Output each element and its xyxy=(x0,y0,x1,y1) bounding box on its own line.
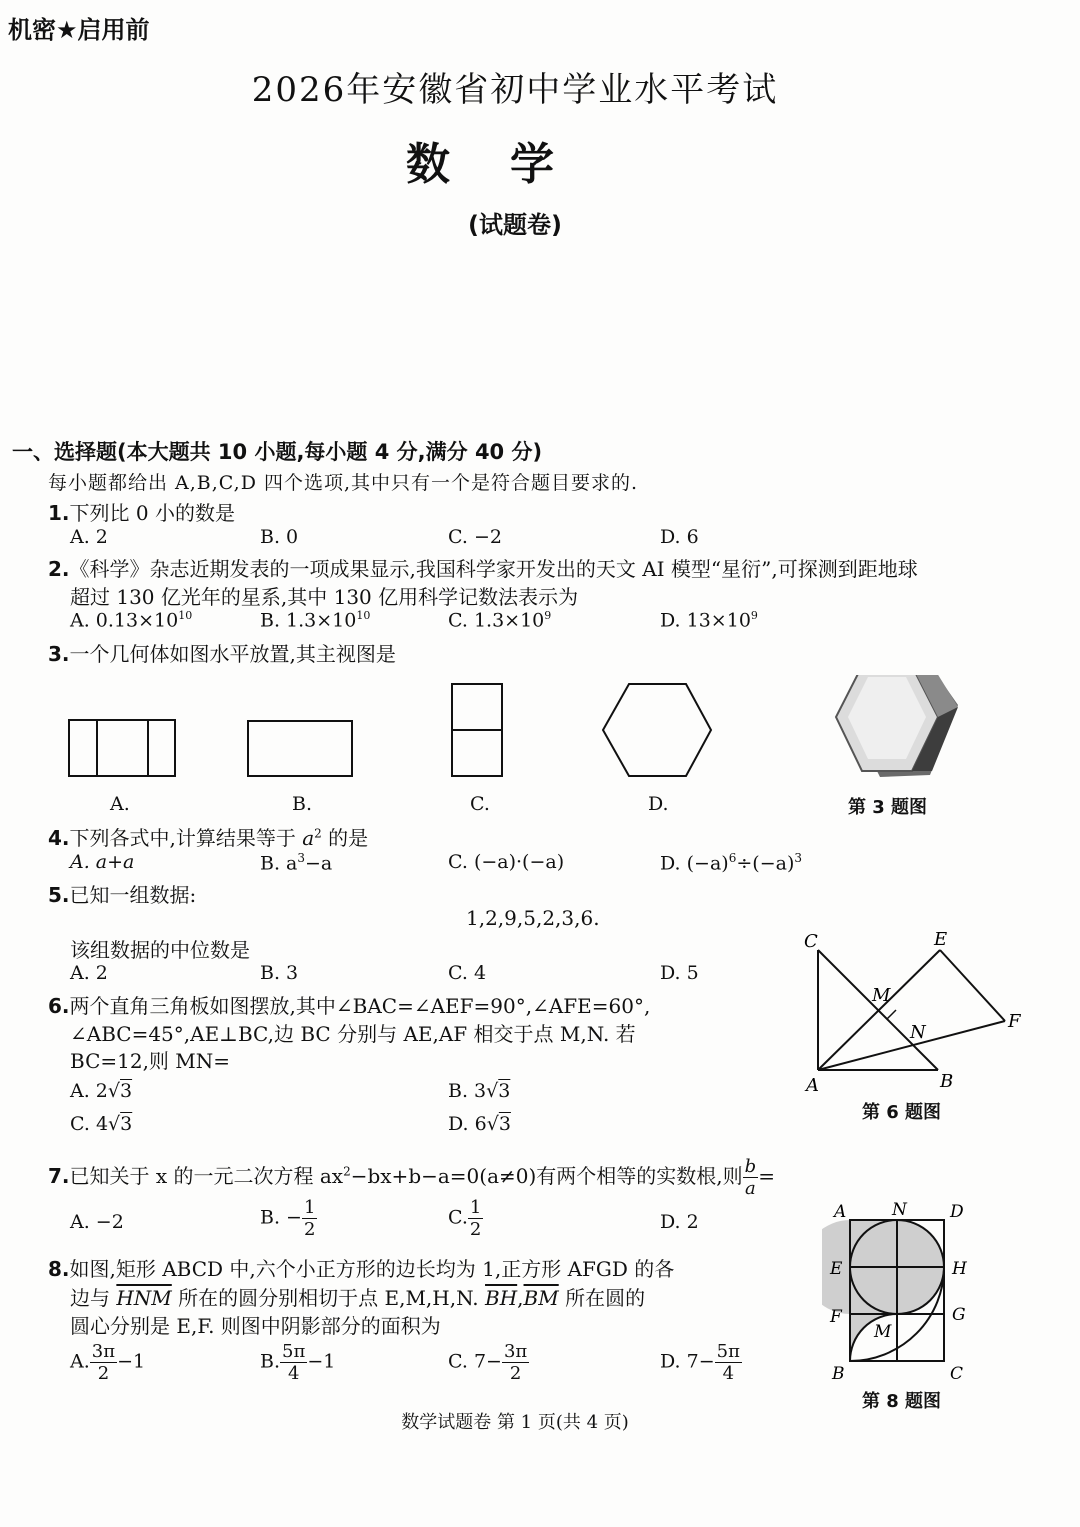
q6-caption: 第 6 题图 xyxy=(862,1102,942,1123)
label-a: A xyxy=(806,1075,819,1095)
question-number: 8. xyxy=(48,1257,70,1281)
q1-option-c: C. −2 xyxy=(448,526,502,548)
question-2 xyxy=(48,553,918,582)
q3-figure-c xyxy=(452,684,502,776)
label-h: H xyxy=(952,1259,967,1279)
question-number: 5. xyxy=(48,883,70,907)
label-n: N xyxy=(910,1022,926,1043)
question-7: 7.已知关于 x 的一元二次方程 $ax^2-bx+b-a=0(a\ne 0)$有两个相等的实数根,则 $\frac{b}{a}$ = xyxy=(48,1156,775,1199)
q4-option-a: A. a+a xyxy=(70,851,135,873)
question-5: 5.已知一组数据: xyxy=(48,883,197,907)
q1-option-d: D. 6 xyxy=(660,526,699,548)
q6-stem-line2: ∠ABC=45°,AE⊥BC,边 BC 分别与 AE,AF 相交于点 M,N. 若 xyxy=(70,1022,636,1046)
q8-option-b: B. $\frac{5\pi}{4}$ −1 xyxy=(260,1341,336,1384)
label-g: G xyxy=(952,1305,966,1325)
section-description: 每小题都给出 A,B,C,D 四个选项,其中只有一个是符合题目要求的. xyxy=(48,472,639,494)
q4-option-d: D. $(-a)^6\div(-a)^3$ xyxy=(660,851,802,875)
label-d: D xyxy=(950,1202,964,1222)
label-m: M xyxy=(872,985,891,1006)
question-number: 6. xyxy=(48,994,70,1018)
q6-stem-line3: BC=12,则 MN= xyxy=(70,1049,231,1073)
section-heading: 一、选择题(本大题共 10 小题,每小题 4 分,满分 40 分) xyxy=(12,440,543,464)
q2-stem-line2: 超过 130 亿光年的星系,其中 130 亿用科学记数法表示为 xyxy=(70,585,579,609)
q8-option-d: D. 7− $\frac{5\pi}{4}$ xyxy=(660,1341,740,1384)
q5-option-b: B. 3 xyxy=(260,962,299,984)
q3-label-b: B. xyxy=(292,793,313,815)
q2-option-c: C. $1.3\times 10^9$ xyxy=(448,609,552,632)
q3-caption: 第 3 题图 xyxy=(848,797,928,818)
question-1 xyxy=(48,497,235,526)
label-b: B xyxy=(940,1071,954,1092)
question-number: 4. xyxy=(48,826,70,850)
q7-option-a: A. −2 xyxy=(70,1211,124,1233)
q3-options-figures xyxy=(60,675,1020,785)
q6-option-c: C. 4√3 xyxy=(70,1113,133,1135)
q8-figure xyxy=(822,1195,982,1390)
question-stem: 下列比 0 小的数是 xyxy=(69,501,235,525)
q8-option-c: C. 7− $\frac{3\pi}{2}$ xyxy=(448,1341,528,1384)
label-f: F xyxy=(1008,1011,1021,1032)
q1-option-a: A. 2 xyxy=(70,526,108,548)
q5-option-c: C. 4 xyxy=(448,962,487,984)
q2-option-d: D. $13\times 10^9$ xyxy=(660,609,758,632)
question-stem: 《科学》杂志近期发表的一项成果显示,我国科学家开发出的天文 AI 模型“星衍”,可探测到距地球 xyxy=(69,557,918,581)
question-3 xyxy=(48,638,396,667)
q7-option-b: B. − $\frac{1}{2}$ xyxy=(260,1197,316,1240)
q5-option-a: A. 2 xyxy=(70,962,108,984)
q7-option-c: C. $\frac{1}{2}$ xyxy=(448,1197,482,1240)
q3-figure-a xyxy=(69,720,175,776)
q6-option-d: D. 6√3 xyxy=(448,1113,511,1135)
paper-type: (试题卷) xyxy=(468,211,562,239)
q2-option-b: B. $1.3\times 10^{10}$ xyxy=(260,609,371,632)
q4-option-b: B. $a^3-a$ xyxy=(260,851,333,875)
q1-option-b: B. 0 xyxy=(260,526,299,548)
label-c: C xyxy=(950,1364,964,1384)
q8-stem-line3: 圆心分别是 E,F. 则图中阴影部分的面积为 xyxy=(70,1314,441,1338)
question-8: 8.如图,矩形 ABCD 中,六个小正方形的边长均为 1,正方形 AFGD 的各 xyxy=(48,1257,675,1281)
page-footer: 数学试题卷 第 1 页(共 4 页) xyxy=(401,1412,629,1433)
q3-label-c: C. xyxy=(470,793,490,815)
label-f: F xyxy=(830,1307,842,1327)
question-number: 2. xyxy=(48,557,70,581)
q8-stem-line2: 边与 $\overline{HNM}$ 所在的圆分别相切于点 E,M,H,N. $\overline{BH},\overline{BM}$ 所在圆的 xyxy=(70,1286,646,1310)
label-a: A xyxy=(834,1202,847,1222)
q2-option-a: A. $0.13\times 10^{10}$ xyxy=(70,609,193,632)
q3-label-d: D. xyxy=(648,793,669,815)
label-b: B xyxy=(832,1364,845,1384)
confidential-mark: 机密★启用前 xyxy=(8,16,150,44)
question-number: 3. xyxy=(48,642,70,666)
q7-option-d: D. 2 xyxy=(660,1211,699,1233)
q3-solid-figure xyxy=(836,675,958,777)
q3-label-a: A. xyxy=(110,793,130,815)
q5-option-d: D. 5 xyxy=(660,962,699,984)
question-4: 4.下列各式中,计算结果等于 $a^2$ 的是 xyxy=(48,826,369,850)
q3-figure-d xyxy=(603,684,711,776)
q8-option-a: A. $\frac{3\pi}{2}$ −1 xyxy=(70,1341,146,1384)
q5-data-list: 1,2,9,5,2,3,6. xyxy=(466,906,600,930)
q6-option-b: B. 3√3 xyxy=(448,1080,511,1102)
q5-stem-line2: 该组数据的中位数是 xyxy=(70,938,250,962)
label-n: N xyxy=(892,1200,907,1220)
label-e: E xyxy=(934,929,948,950)
question-number: 7. xyxy=(48,1164,70,1188)
label-m: M xyxy=(874,1322,892,1342)
exam-title: 2026年安徽省初中学业水平考试 xyxy=(251,70,779,110)
label-e: E xyxy=(830,1259,843,1279)
question-number: 1. xyxy=(48,501,70,525)
q6-figure xyxy=(800,925,1040,1095)
q4-option-c: C. (−a)·(−a) xyxy=(448,851,565,873)
label-c: C xyxy=(804,931,818,952)
question-stem: 一个几何体如图水平放置,其主视图是 xyxy=(69,642,396,666)
q6-option-a: A. 2√3 xyxy=(70,1080,133,1102)
subject-title: 数学 xyxy=(406,139,614,190)
q8-caption: 第 8 题图 xyxy=(862,1391,942,1412)
q3-figure-b xyxy=(248,721,352,776)
question-6: 6.两个直角三角板如图摆放,其中∠BAC=∠AEF=90°,∠AFE=60°, xyxy=(48,994,651,1018)
